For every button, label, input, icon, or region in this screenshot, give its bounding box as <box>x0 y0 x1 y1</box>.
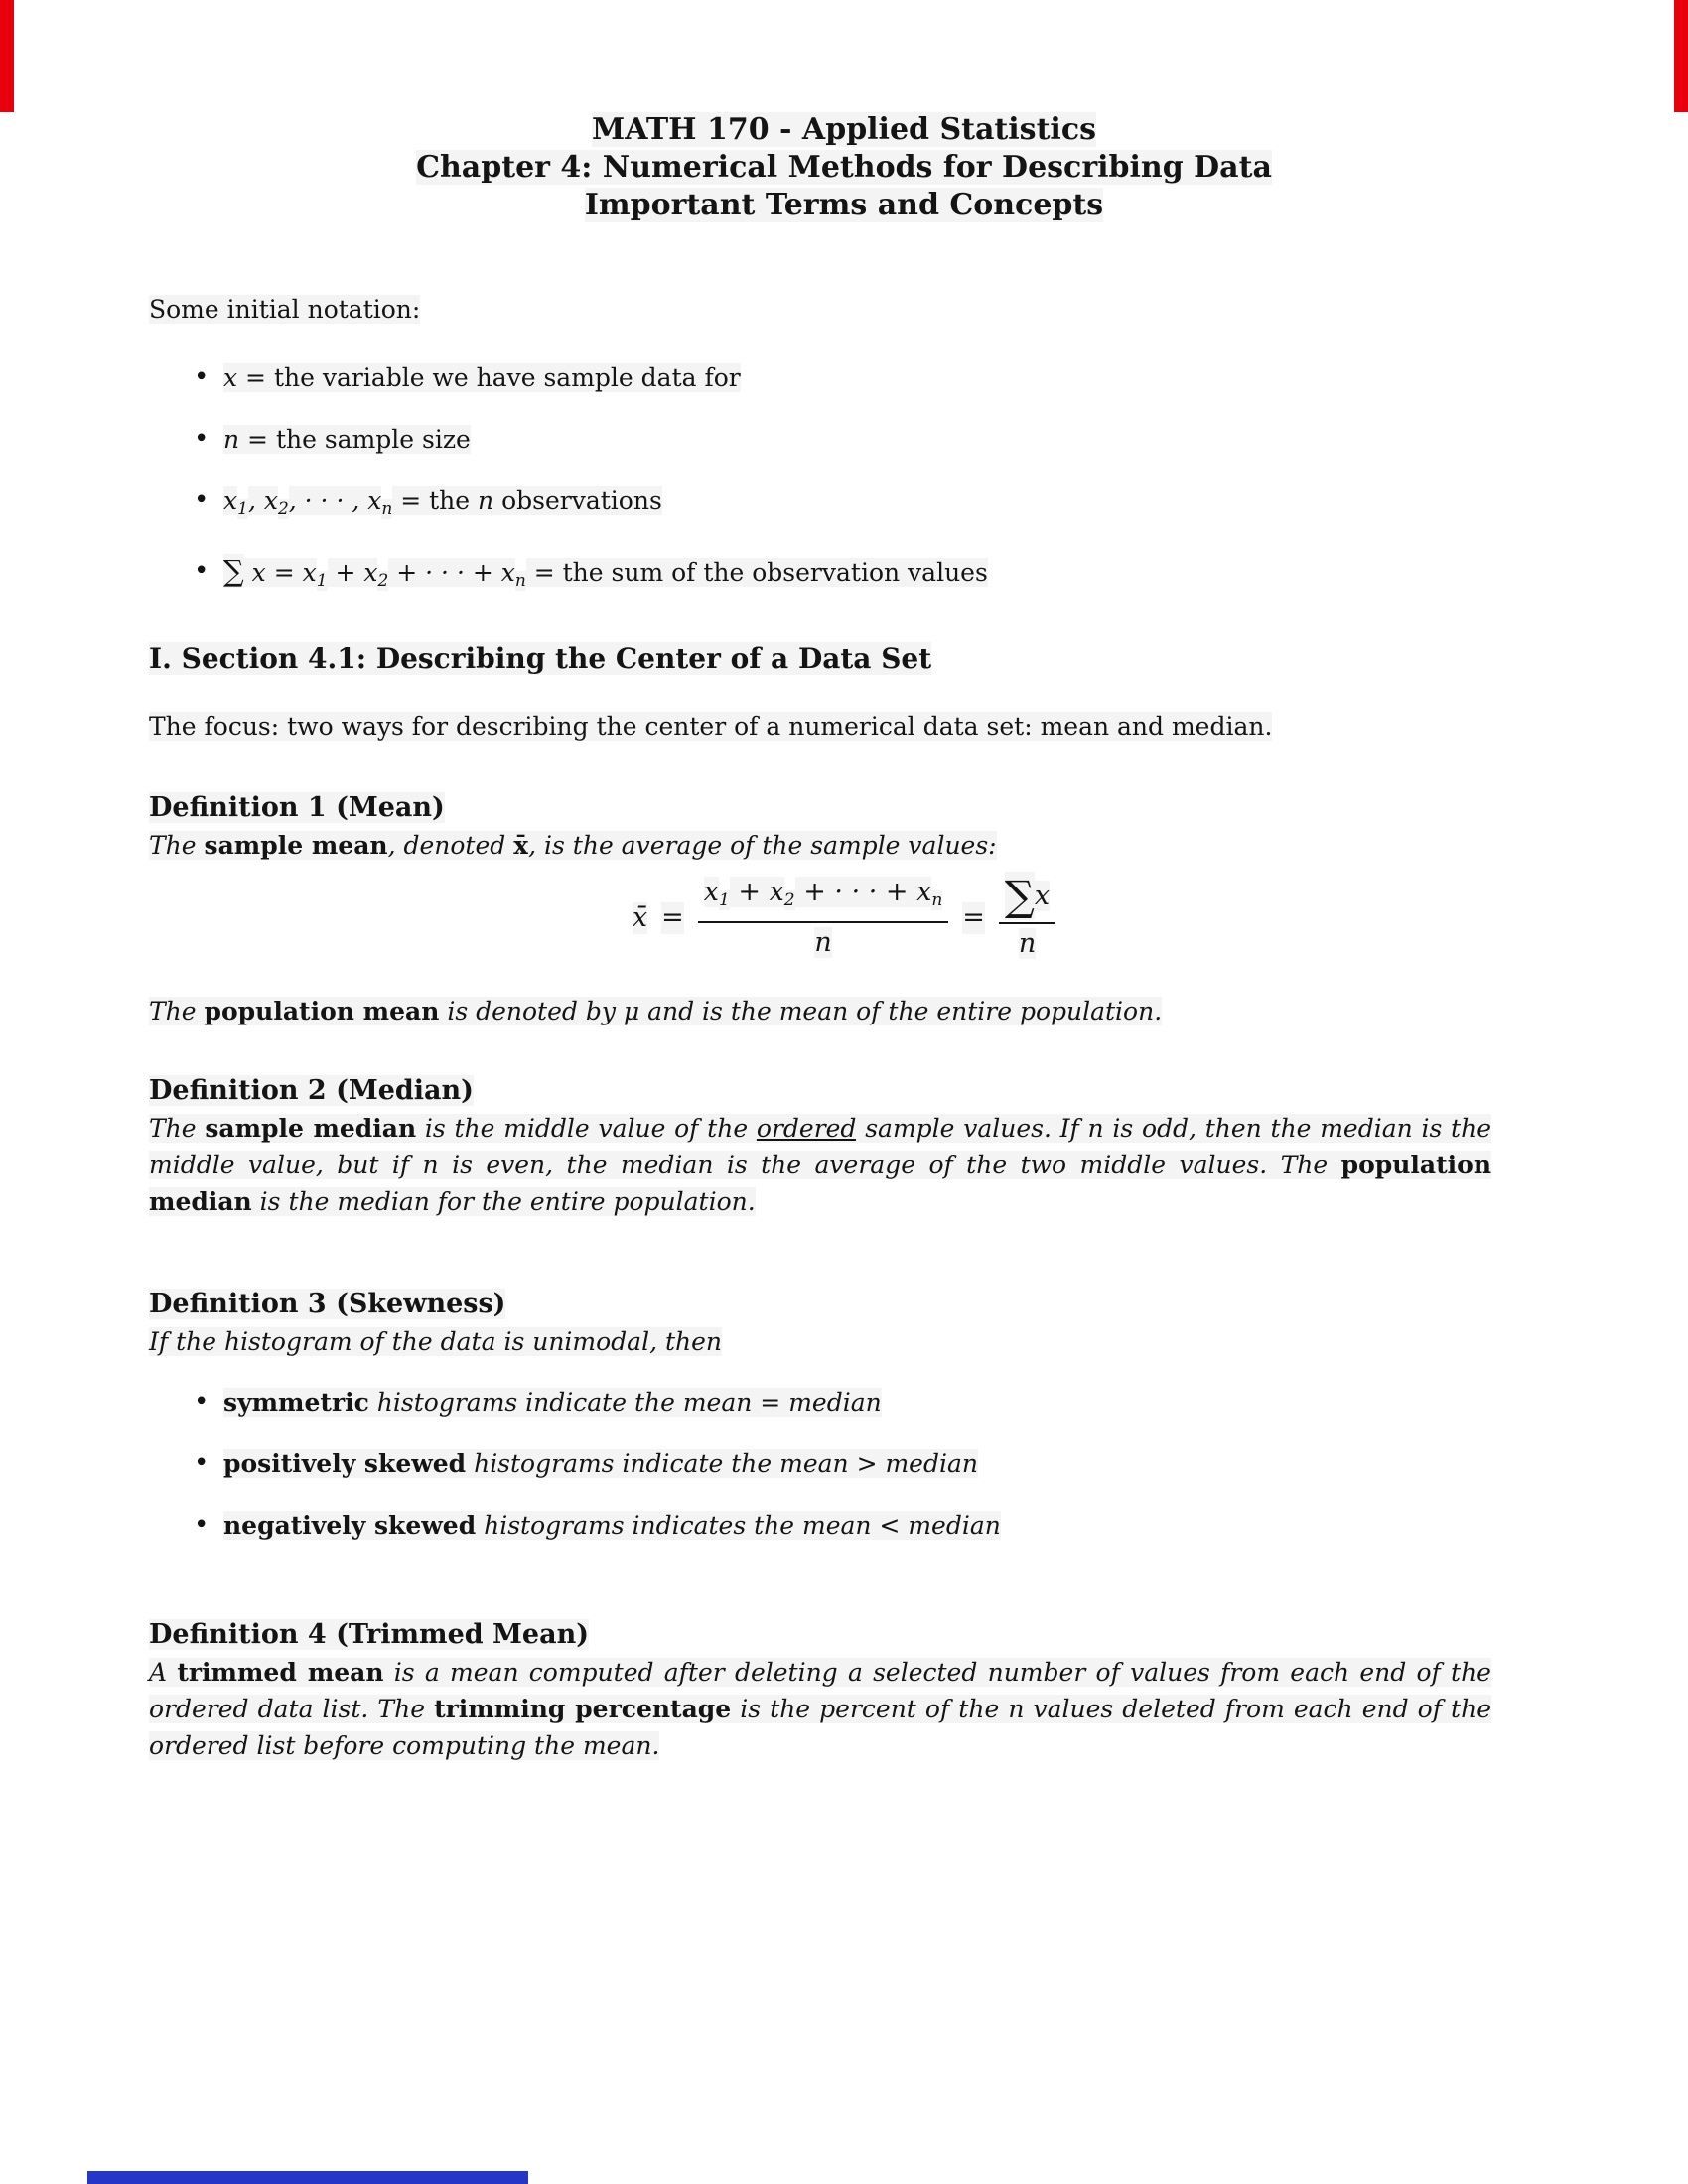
scan-mark-red-left <box>0 0 14 112</box>
fraction-sum-expanded <box>698 877 949 959</box>
text-segment: is denoted by μ and is the mean of the entire population. <box>439 997 1163 1025</box>
focus-line <box>149 708 1272 745</box>
definition-1-heading <box>149 789 1491 827</box>
sigma-symbol: ∑ <box>223 554 244 588</box>
text-segment: The <box>149 831 205 860</box>
term-negatively-skewed: negatively skewed <box>223 1511 477 1540</box>
equals-sign: = <box>962 901 985 933</box>
title-line-1-text: MATH 170 - Applied Statistics <box>592 112 1096 147</box>
math-cdots: + · · · + x <box>388 558 515 587</box>
intro-text: Some initial notation: <box>149 295 421 324</box>
text-segment: The <box>149 997 205 1025</box>
math-n: n <box>478 486 494 515</box>
title-line-2 <box>0 149 1688 187</box>
notation-text: the variable we have sample data for <box>273 363 741 392</box>
section-heading-text: I. Section 4.1: Describing the Center of a Data Set <box>149 642 932 675</box>
notation-text: the sum <box>562 558 664 587</box>
text-segment: histograms indicates the mean < median <box>476 1511 1001 1540</box>
skew-item-positive <box>149 1445 1566 1482</box>
document-title <box>0 111 1688 224</box>
notation-list <box>149 359 1566 624</box>
equals-sign: = <box>237 363 274 392</box>
math-x: x <box>243 558 266 587</box>
text-segment: is the median for the entire population. <box>251 1187 756 1216</box>
text-segment: values deleted from each end of the ordered list before computing the mean. <box>149 1695 1491 1760</box>
notation-item-x <box>149 359 1566 396</box>
math-xbar: x̄ <box>632 901 648 933</box>
notation-text: the sample size <box>275 425 471 454</box>
subscript-n: n <box>381 499 393 519</box>
subscript-n: n <box>514 571 526 591</box>
population-mean-line <box>149 993 1162 1029</box>
text-segment: is a mean computed after deleting a selected number of values from each end of the ordered data list. The <box>149 1658 1491 1723</box>
fraction-numerator <box>999 872 1055 924</box>
term-ordered-underlined: ordered <box>756 1114 857 1143</box>
text-segment: is even, the median is the average of the two middle values. The <box>438 1151 1341 1179</box>
focus-text: The focus: two ways for describing the center of a numerical data set: mean and median. <box>149 712 1273 741</box>
definition-4-heading-text: Definition 4 (Trimmed Mean) <box>149 1619 590 1650</box>
definition-2-heading <box>149 1072 1491 1110</box>
math-x: x <box>223 363 238 392</box>
definition-1-heading-text: Definition 1 (Mean) <box>149 792 445 823</box>
math-x: x <box>302 558 317 587</box>
text-segment: histograms indicate the mean = median <box>368 1388 882 1417</box>
term-symmetric: symmetric <box>223 1388 369 1417</box>
math-x: + x <box>729 877 784 907</box>
notation-text: the <box>429 486 479 515</box>
definition-4-heading <box>149 1616 1491 1654</box>
math-x: x <box>1034 881 1051 911</box>
term-trimmed-mean: trimmed mean <box>177 1658 384 1687</box>
title-line-3-text: Important Terms and Concepts <box>584 188 1104 222</box>
text-segment: If the histogram of the data is unimodal, then <box>149 1327 723 1356</box>
mean-formula <box>0 872 1688 960</box>
sigma-symbol: ∑ <box>1004 872 1035 920</box>
scan-mark-red-right <box>1674 0 1688 112</box>
definition-4-block <box>149 1616 1491 1764</box>
equals-sign: = <box>525 558 563 587</box>
definition-2-block <box>149 1072 1491 1220</box>
text-segment: is the percent of the <box>731 1695 1009 1723</box>
text-segment: is the middle value of the <box>416 1114 757 1143</box>
text-segment: , denoted <box>387 831 514 860</box>
title-line-1 <box>0 111 1688 149</box>
math-xbar-bold: x̄ <box>513 831 529 860</box>
math-n: n <box>814 927 832 958</box>
equals-sign: = <box>265 558 303 587</box>
subscript-2: 2 <box>277 499 289 519</box>
notation-text: observations <box>493 486 662 515</box>
skew-item-symmetric <box>149 1384 1566 1421</box>
subscript-2: 2 <box>377 571 389 591</box>
equals-sign: = <box>239 425 276 454</box>
definition-1-body <box>149 827 1491 864</box>
notation-item-sum <box>149 553 1566 600</box>
fraction-sigma <box>999 872 1055 960</box>
subscript-n: n <box>931 890 943 910</box>
skewness-list <box>149 1384 1566 1569</box>
subscript-1: 1 <box>718 890 730 910</box>
definition-3-intro <box>149 1323 1491 1360</box>
title-line-3 <box>0 187 1688 224</box>
equals-sign: = <box>392 486 430 515</box>
term-sample-mean: sample mean <box>204 831 388 860</box>
subscript-1: 1 <box>316 571 328 591</box>
definition-3-heading <box>149 1286 1491 1323</box>
text-segment: The <box>149 1114 206 1143</box>
notation-item-n <box>149 421 1566 458</box>
text-segment: is odd, then the median is the middle value, but if <box>149 1114 1492 1179</box>
math-cdots: , · · · , x <box>288 486 382 515</box>
math-cdots: + · · · + x <box>794 877 932 907</box>
term-population-mean: population mean <box>204 997 440 1025</box>
math-n: n <box>1087 1114 1104 1143</box>
text-segment: A <box>149 1658 178 1687</box>
fraction-numerator <box>698 877 949 923</box>
text-segment: sample values. If <box>856 1114 1088 1143</box>
math-n: n <box>1018 928 1037 959</box>
section-heading <box>149 640 931 678</box>
definition-2-heading-text: Definition 2 (Median) <box>149 1075 474 1106</box>
math-x: , x <box>247 486 278 515</box>
fraction-denominator <box>814 923 831 959</box>
intro-line <box>149 291 420 328</box>
notation-item-observations <box>149 482 1566 528</box>
definition-4-body <box>149 1654 1491 1764</box>
term-positively-skewed: positively skewed <box>223 1449 467 1478</box>
skew-item-negative <box>149 1507 1566 1544</box>
text-segment: , is the average of the sample values: <box>528 831 997 860</box>
math-n: n <box>1008 1695 1025 1723</box>
definition-3-block <box>149 1286 1491 1360</box>
notation-text: of the observation values <box>663 558 988 587</box>
text-segment: histograms indicate the mean > median <box>466 1449 978 1478</box>
definition-3-heading-text: Definition 3 (Skewness) <box>149 1289 506 1319</box>
equals-sign: = <box>661 901 684 933</box>
definition-2-body <box>149 1110 1491 1220</box>
term-population-median: population median <box>149 1151 1491 1216</box>
definition-1-block <box>149 789 1491 864</box>
title-line-2-text: Chapter 4: Numerical Methods for Describing Data <box>416 150 1272 185</box>
math-n: n <box>223 425 240 454</box>
term-trimming-percentage: trimming percentage <box>434 1695 732 1723</box>
subscript-2: 2 <box>783 890 795 910</box>
math-n: n <box>422 1151 439 1179</box>
fraction-denominator <box>1019 924 1036 960</box>
subscript-1: 1 <box>237 499 248 519</box>
math-x: x <box>223 486 238 515</box>
math-x: x <box>703 877 719 907</box>
scan-mark-blue-bottom <box>87 2171 528 2184</box>
math-x: + x <box>327 558 378 587</box>
term-sample-median: sample median <box>205 1114 417 1143</box>
